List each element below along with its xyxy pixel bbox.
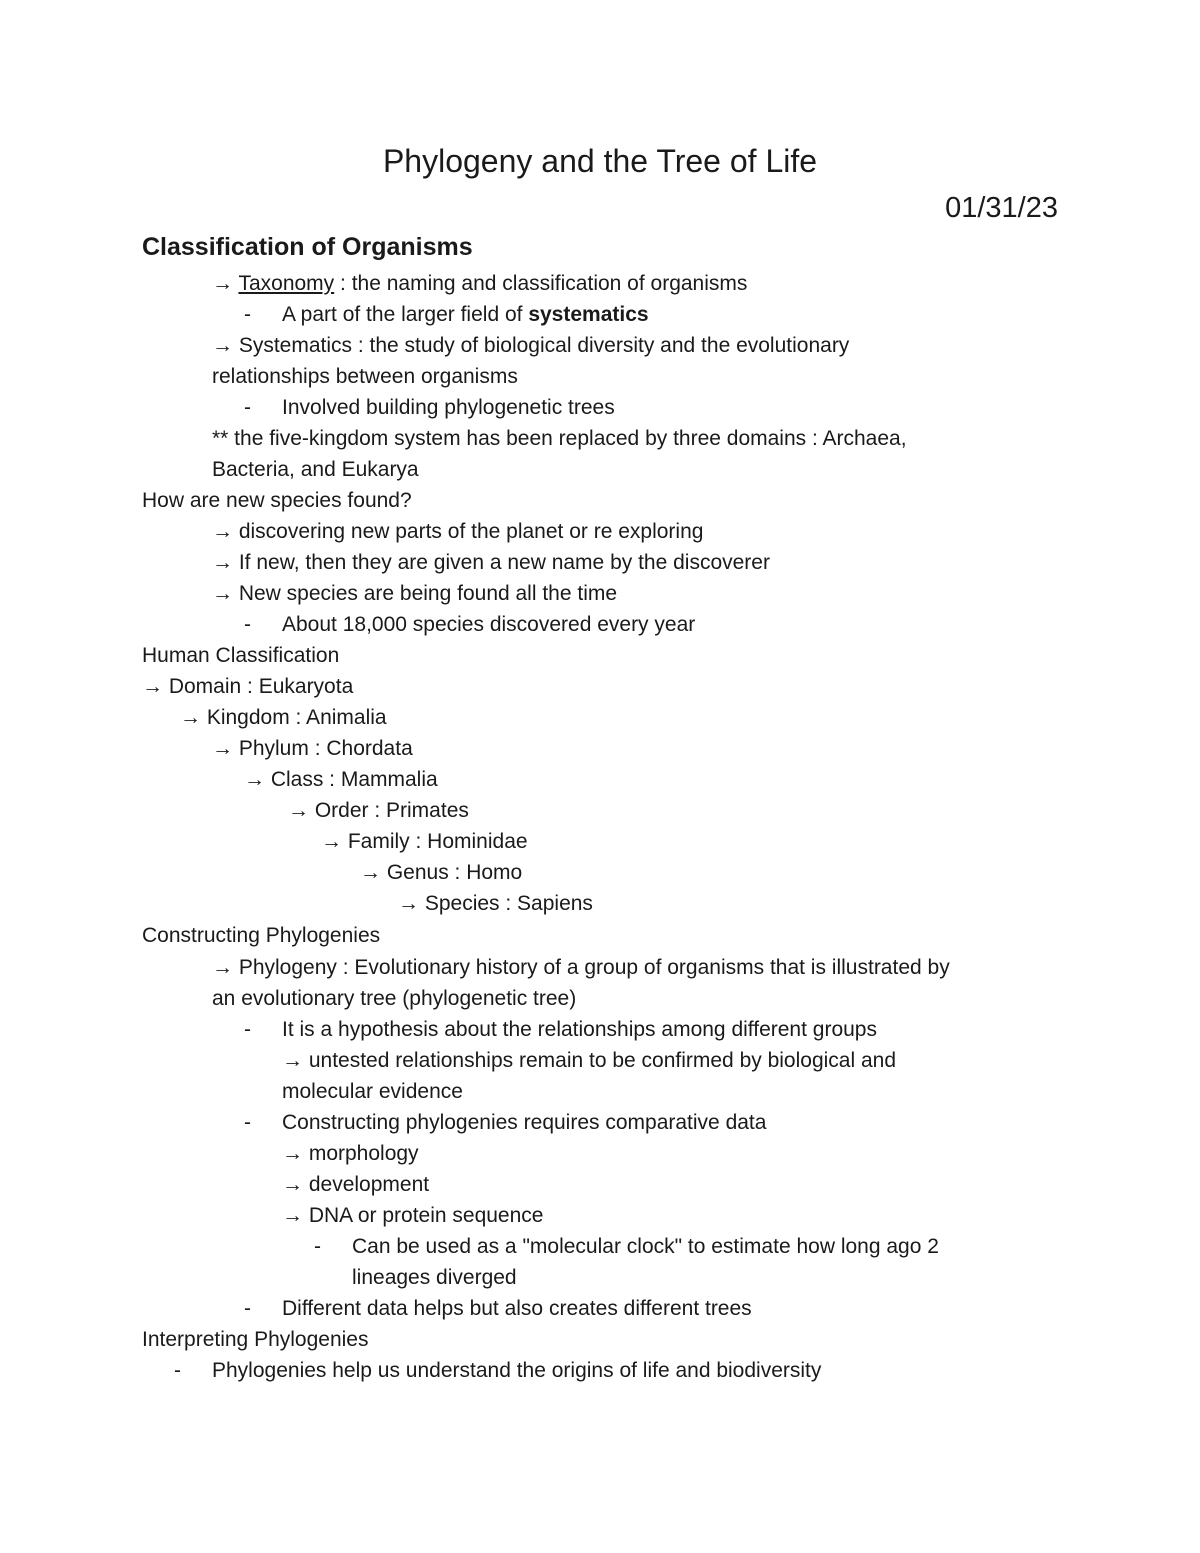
systematics-line-1: → Systematics : the study of biological diversity and the evolutionary [212,334,850,357]
data-morphology: → morphology [282,1142,419,1165]
systematics-line-2: relationships between organisms [212,365,518,388]
new-species-item: → discovering new parts of the planet or re exploring [212,520,704,543]
phylo-trees-note: Involved building phylogenetic trees [282,396,615,419]
new-species-item: → New species are being found all the time [212,582,618,605]
rank-kingdom: → Kingdom : Animalia [180,706,387,729]
rank-order: → Order : Primates [288,799,469,822]
systematics-note-text: A part of the larger field of [282,303,529,326]
taxonomy-term: Taxonomy [238,272,335,295]
taxonomy-arrow: → [212,272,239,295]
date-label: 01/31/23 [945,192,1058,224]
bullet-dash: - [244,1111,251,1134]
hypothesis-note: It is a hypothesis about the relationships among different groups [282,1018,877,1041]
interpreting-heading: Interpreting Phylogenies [142,1328,369,1351]
different-trees-note: Different data helps but also creates different trees [282,1297,752,1320]
bullet-dash: - [244,1018,251,1041]
systematics-note [282,299,649,330]
comparative-data-note: Constructing phylogenies requires comparative data [282,1111,767,1134]
bullet-dash: - [244,396,251,419]
rank-class: → Class : Mammalia [244,768,438,791]
rank-genus: → Genus : Homo [360,861,523,884]
untested-line-2: molecular evidence [282,1080,463,1103]
new-species-heading: How are new species found? [142,489,412,512]
systematics-bold-term: systematics [528,303,649,326]
bullet-dash: - [244,303,251,326]
rank-domain: → Domain : Eukaryota [142,675,354,698]
molecular-clock-line-2: lineages diverged [352,1266,517,1289]
taxonomy-definition: : the naming and classification of organisms [334,272,748,295]
untested-line-1: → untested relationships remain to be confirmed by biological and [282,1049,897,1072]
data-development: → development [282,1173,430,1196]
interpreting-note: Phylogenies help us understand the origins of life and biodiversity [212,1359,822,1382]
constructing-heading: Constructing Phylogenies [142,924,381,947]
new-species-item: → If new, then they are given a new name by the discoverer [212,551,770,574]
domains-line-2: Bacteria, and Eukarya [212,458,419,481]
bullet-dash: - [244,1297,251,1320]
section-heading-classification: Classification of Organisms [142,233,473,261]
phylogeny-line-1: → Phylogeny : Evolutionary history of a group of organisms that is illustrated by [212,956,950,979]
domains-line-1: ** the five-kingdom system has been replaced by three domains : Archaea, [212,427,907,450]
bullet-dash: - [244,613,251,636]
data-dna: → DNA or protein sequence [282,1204,544,1227]
rank-species: → Species : Sapiens [398,892,593,915]
rank-phylum: → Phylum : Chordata [212,737,413,760]
new-species-subitem: About 18,000 species discovered every year [282,613,696,636]
taxonomy-line [212,268,747,299]
human-classification-heading: Human Classification [142,644,340,667]
bullet-dash: - [314,1235,321,1258]
phylogeny-line-2: an evolutionary tree (phylogenetic tree) [212,987,577,1010]
rank-family: → Family : Hominidae [321,830,528,853]
molecular-clock-line-1: Can be used as a "molecular clock" to estimate how long ago 2 [352,1235,939,1258]
bullet-dash: - [174,1359,181,1382]
page-title: Phylogeny and the Tree of Life [382,143,818,179]
